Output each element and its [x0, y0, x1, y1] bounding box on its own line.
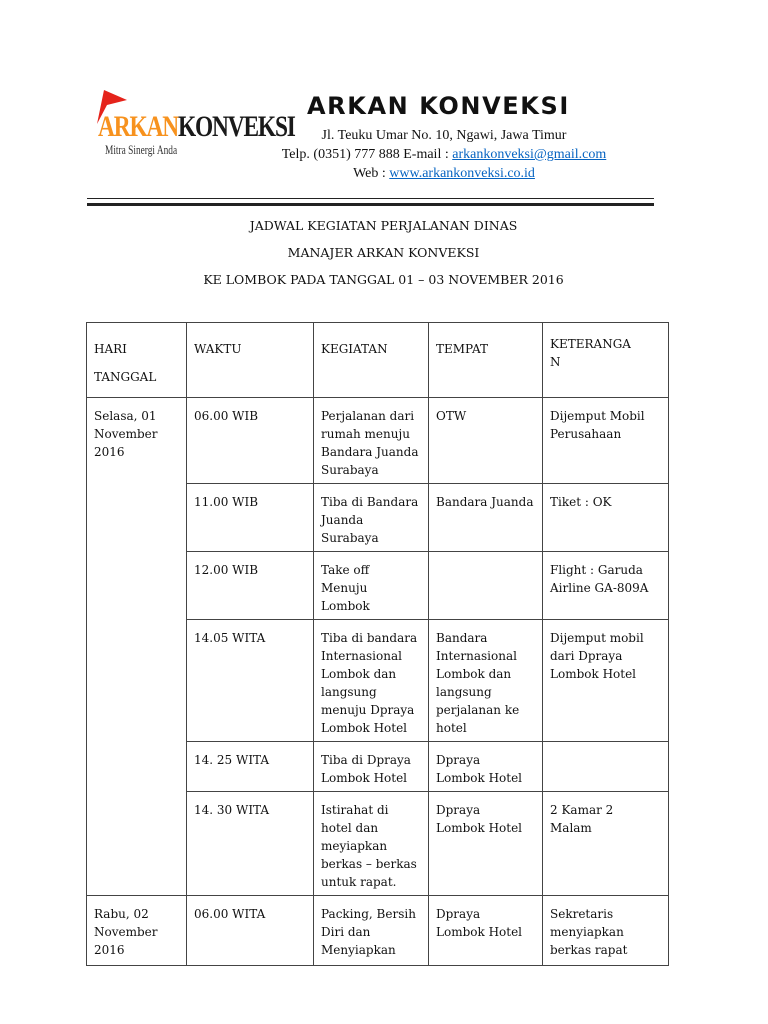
cell-tempat: Dpraya Lombok Hotel	[429, 742, 543, 792]
cell-kegiatan: Istirahat di hotel dan meyiapkan berkas – berkas untuk rapat.	[314, 792, 429, 896]
table-row	[87, 896, 669, 966]
cell-waktu: 06.00 WITA	[187, 896, 314, 966]
cell-kegiatan: Take off Menuju Lombok	[314, 552, 429, 620]
cell-hari	[87, 742, 187, 792]
title-line-2: MANAJER ARKAN KONVEKSI	[287, 245, 480, 260]
cell-hari: Selasa, 01 November 2016	[87, 398, 187, 484]
web-link[interactable]: www.arkankonveksi.co.id	[389, 166, 535, 181]
header-hari-tanggal: HARI TANGGAL	[87, 323, 187, 398]
phone-label: Telp. (0351) 777 888 E-mail :	[281, 147, 453, 162]
table-row	[87, 792, 669, 896]
logo-brand-part2: KONVEKSI	[177, 110, 295, 143]
cell-keterangan: Dijemput mobil dari Dpraya Lombok Hotel	[543, 620, 669, 742]
header-divider-thin	[87, 198, 654, 199]
company-web	[250, 166, 638, 182]
cell-keterangan: Flight : Garuda Airline GA-809A	[543, 552, 669, 620]
header-tempat: TEMPAT	[429, 323, 543, 398]
cell-hari	[87, 792, 187, 896]
cell-waktu: 12.00 WIB	[187, 552, 314, 620]
cell-waktu: 06.00 WIB	[187, 398, 314, 484]
cell-keterangan	[543, 742, 669, 792]
table-row	[87, 484, 669, 552]
logo-tagline: Mitra Sinergi Anda	[105, 142, 178, 157]
cell-tempat: Bandara Juanda	[429, 484, 543, 552]
header-waktu: WAKTU	[187, 323, 314, 398]
cell-tempat	[429, 552, 543, 620]
cell-waktu: 14. 25 WITA	[187, 742, 314, 792]
table-header-row	[87, 323, 669, 398]
company-logo	[93, 88, 295, 168]
table-row	[87, 620, 669, 742]
company-contact	[250, 147, 638, 163]
title-line-3: KE LOMBOK PADA TANGGAL 01 – 03 NOVEMBER 2016	[203, 272, 564, 287]
logo-brand-part1: ARKAN	[98, 110, 178, 143]
schedule-table	[86, 322, 669, 966]
cell-hari	[87, 552, 187, 620]
cell-kegiatan: Tiba di Dpraya Lombok Hotel	[314, 742, 429, 792]
web-label: Web :	[353, 166, 390, 181]
cell-keterangan: Tiket : OK	[543, 484, 669, 552]
cell-kegiatan: Perjalanan dari rumah menuju Bandara Juanda Surabaya	[314, 398, 429, 484]
header-kegiatan: KEGIATAN	[314, 323, 429, 398]
cell-keterangan: 2 Kamar 2 Malam	[543, 792, 669, 896]
company-address: Jl. Teuku Umar No. 10, Ngawi, Jawa Timur	[321, 128, 567, 143]
cell-kegiatan: Tiba di Bandara Juanda Surabaya	[314, 484, 429, 552]
cell-hari	[87, 620, 187, 742]
cell-hari: Rabu, 02 November 2016	[87, 896, 187, 966]
cell-tempat: Bandara Internasional Lombok dan langsung perjalanan ke hotel	[429, 620, 543, 742]
cell-waktu: 14.05 WITA	[187, 620, 314, 742]
email-link[interactable]: arkankonveksi@gmail.com	[452, 147, 607, 162]
table-row	[87, 552, 669, 620]
header-divider-thick	[87, 203, 654, 206]
cell-tempat: Dpraya Lombok Hotel	[429, 792, 543, 896]
table-row	[87, 742, 669, 792]
company-name: ARKAN KONVEKSI	[307, 92, 570, 120]
cell-kegiatan: Tiba di bandara Internasional Lombok dan langsung menuju Dpraya Lombok Hotel	[314, 620, 429, 742]
cell-waktu: 14. 30 WITA	[187, 792, 314, 896]
cell-keterangan: Dijemput Mobil Perusahaan	[543, 398, 669, 484]
table-row	[87, 398, 669, 484]
header-keterangan: KETERANGA N	[543, 323, 669, 398]
cell-kegiatan: Packing, Bersih Diri dan Menyiapkan	[314, 896, 429, 966]
cell-keterangan: Sekretaris menyiapkan berkas rapat	[543, 896, 669, 966]
cell-tempat: OTW	[429, 398, 543, 484]
title-line-1: JADWAL KEGIATAN PERJALANAN DINAS	[249, 218, 518, 233]
cell-hari	[87, 484, 187, 552]
cell-waktu: 11.00 WIB	[187, 484, 314, 552]
cell-tempat: Dpraya Lombok Hotel	[429, 896, 543, 966]
